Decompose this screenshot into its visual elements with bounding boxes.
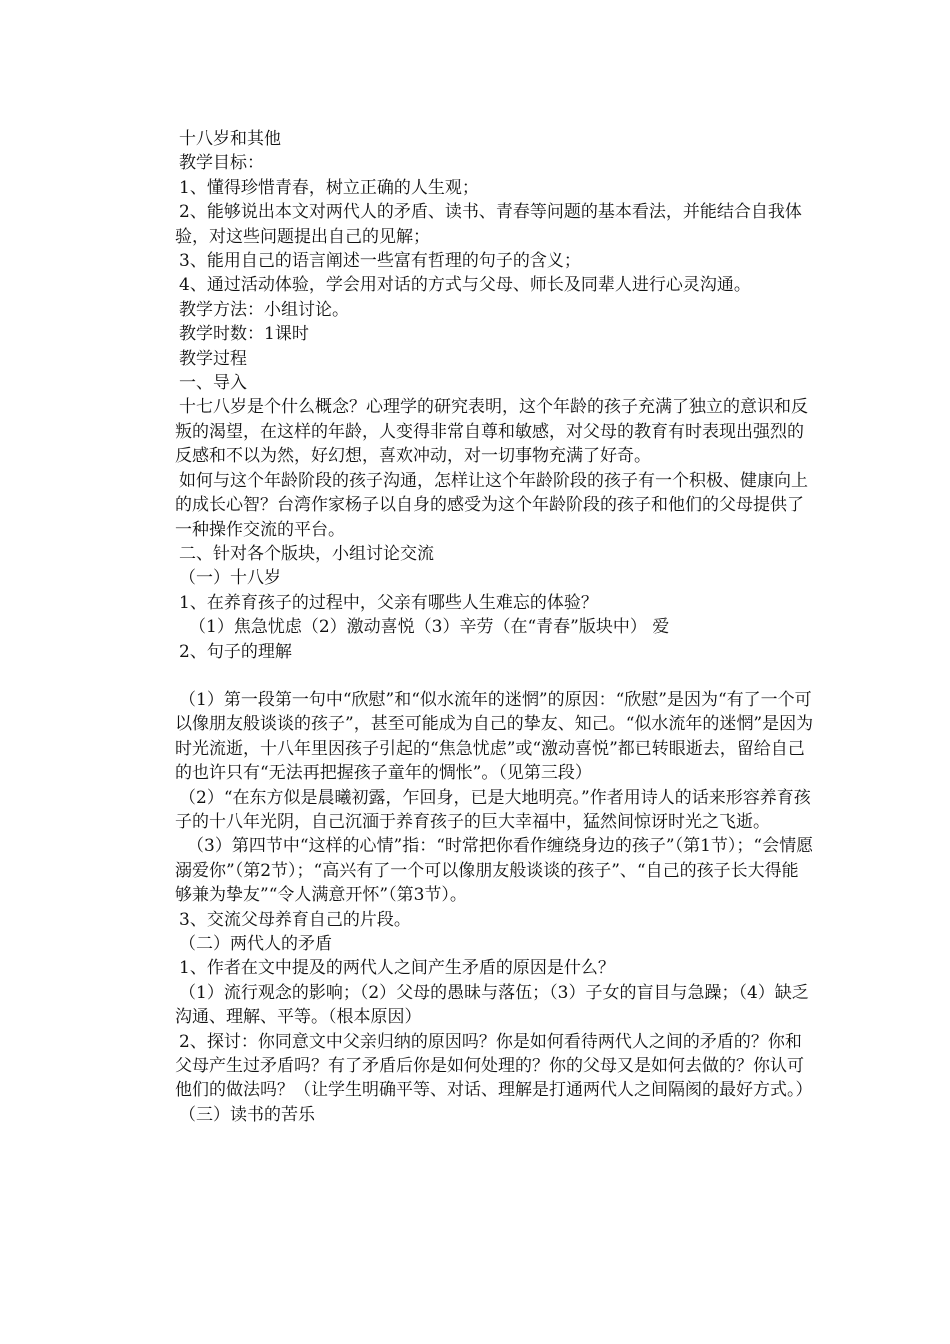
- document-title: 十八岁和其他: [179, 129, 281, 149]
- paragraph: 教学方法：小组讨论。: [179, 299, 349, 320]
- paragraph: （2）“在东方似是晨曦初露，乍回身，已是大地明亮。”作者用诗人的话来形容养育孩子的十八年光阴，自己沉湎于养育孩子的巨大幸福中，猛然间惊讶时光之飞逝。: [175, 787, 811, 832]
- paragraph: 一、导入: [179, 373, 247, 394]
- paragraph: （1）流行观念的影响；（2）父母的愚昧与落伍；（3）子女的盲目与急躁；（4）缺乏沟通、理解、平等。（根本原因）: [175, 982, 809, 1028]
- paragraph: 2、句子的理解: [179, 641, 292, 662]
- paragraph: （1）第一段第一句中“欣慰”和“似水流年的迷惘”的原因：“欣慰”是因为“有了一个可以像朋友般谈谈的孩子”，甚至可能成为自己的挚友、知己。“似水流年的迷惘”是因为时光流逝，十八年里因孩子引起的“焦急忧虑”或“激动喜悦”都已转眼逝去，留给自己的也许只有“无法再把握孩子童年的惆怅”。（见第三段）: [175, 689, 814, 784]
- paragraph: （三）读书的苦乐: [179, 1104, 315, 1125]
- paragraph: （二）两代人的矛盾: [179, 934, 332, 954]
- paragraph: 教学时数：1课时: [179, 324, 309, 345]
- paragraph: 3、能用自己的语言阐述一些富有哲理的句子的含义；: [179, 251, 581, 272]
- paragraph: （1）焦急忧虑（2）激动喜悦（3）辛劳（在“青春”版块中） 爱: [189, 617, 670, 638]
- paragraph: 教学过程: [179, 348, 247, 369]
- paragraph: 3、交流父母养育自己的片段。: [179, 909, 411, 930]
- document-body: [175, 127, 815, 1127]
- paragraph: （一）十八岁: [179, 568, 281, 589]
- paragraph: （3）第四节中“这样的心情”指：“时常把你看作缠绕身边的孩子”（第1节）；“会情愿溺爱你”（第2节）；“高兴有了一个可以像朋友般谈谈的孩子”、“自己的孩子长大得能够兼为挚友”“令人满意开怀”（第3节）。: [175, 836, 814, 906]
- blank-line: [175, 664, 815, 688]
- paragraph: 4、通过活动体验，学会用对话的方式与父母、师长及同辈人进行心灵沟通。: [179, 275, 751, 296]
- paragraph: 十七八岁是个什么概念？心理学的研究表明，这个年龄的孩子充满了独立的意识和反叛的渴望，在这样的年龄，人变得非常自尊和敏感，对父母的教育有时表现出强烈的反感和不以为然，好幻想，喜欢冲动，对一切事物充满了好奇。: [175, 397, 808, 467]
- paragraph: 2、能够说出本文对两代人的矛盾、读书、青春等问题的基本看法，并能结合自我体验，对这些问题提出自己的见解；: [175, 202, 802, 247]
- paragraph: 如何与这个年龄阶段的孩子沟通，怎样让这个年龄阶段的孩子有一个积极、健康向上的成长心智？台湾作家杨子以自身的感受为这个年龄阶段的孩子和他们的父母提供了一种操作交流的平台。: [175, 470, 808, 540]
- paragraph: 2、探讨：你同意文中父亲归纳的原因吗？你是如何看待两代人之间的矛盾的？你和父母产生过矛盾吗？有了矛盾后你是如何处理的？你的父母又是如何去做的？你认可他们的做法吗？（让学生明确平等、对话、理解是打通两代人之间隔阂的最好方式。）: [175, 1031, 813, 1101]
- paragraph: 二、针对各个版块，小组讨论交流: [179, 543, 434, 564]
- paragraph: 1、在养育孩子的过程中，父亲有哪些人生难忘的体验？: [179, 592, 598, 613]
- paragraph: 1、作者在文中提及的两代人之间产生矛盾的原因是什么？: [179, 958, 615, 979]
- paragraph: 教学目标：: [179, 153, 264, 174]
- paragraph: 1、懂得珍惜青春，树立正确的人生观；: [179, 177, 479, 198]
